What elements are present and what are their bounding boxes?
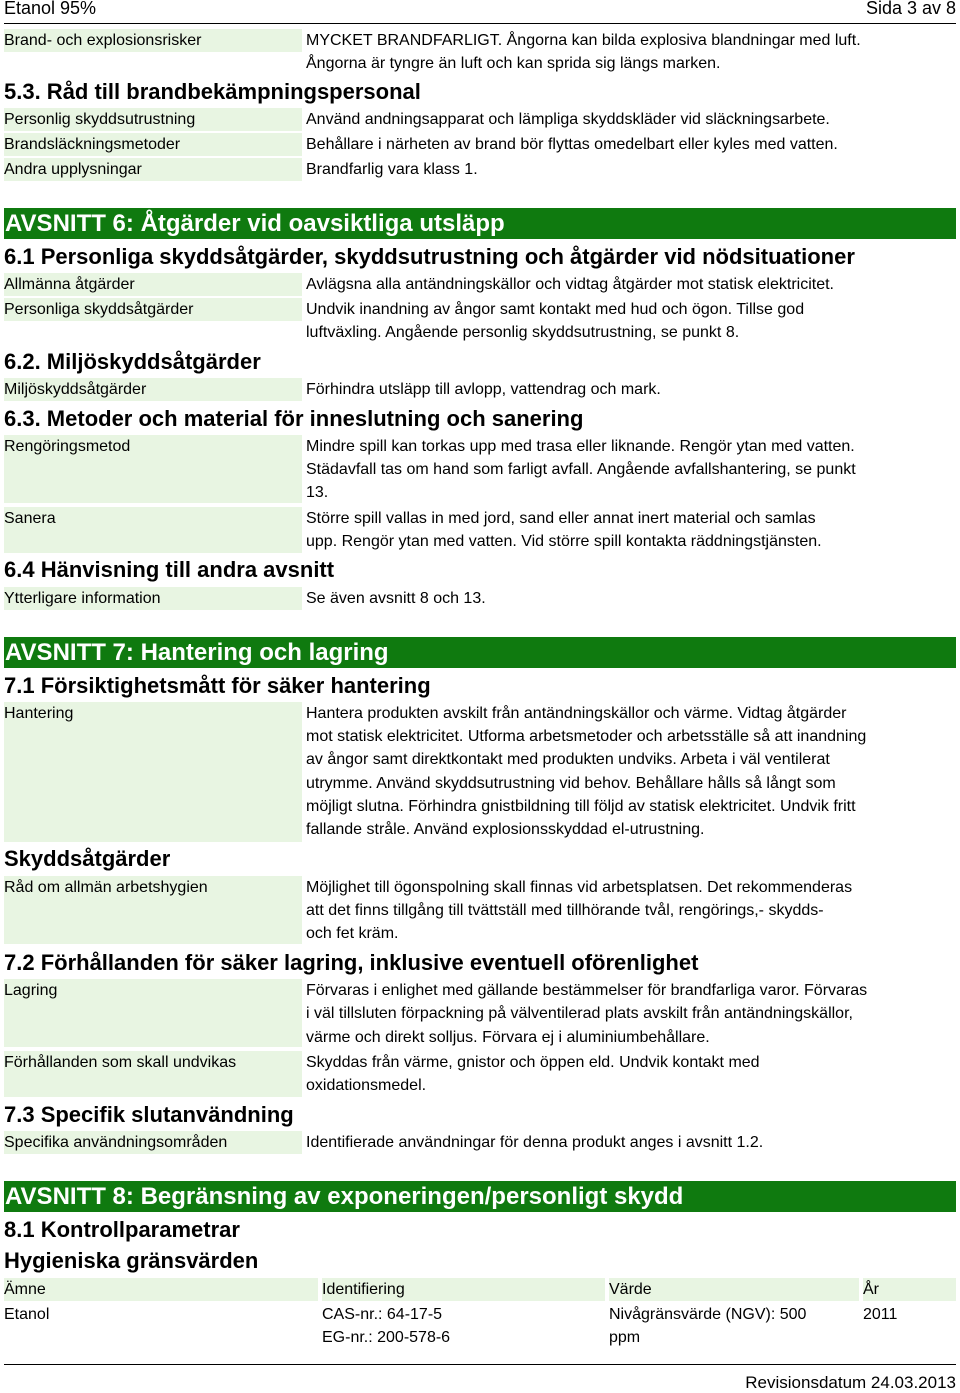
value-extinguishing-methods: Behållare i närheten av brand bör flyttas omedelbart eller kyles med vatten. bbox=[306, 136, 838, 153]
subheading-6-3: 6.3. Metoder och material för inneslutning och sanering bbox=[4, 406, 584, 431]
value-personal-measures-line2: luftväxling. Angående personlig skyddsutrustning, se punkt 8. bbox=[306, 324, 740, 341]
document-title: Etanol 95% bbox=[4, 0, 97, 18]
label-cleaning-method: Rengöringsmetod bbox=[4, 435, 302, 503]
section-6-heading: AVSNITT 6: Åtgärder vid oavsiktliga utsläpp bbox=[4, 208, 956, 239]
value-hygiene-line2: att det finns tillgång till tvättställ med tillhörande tvål, rengörings,- skydds- bbox=[306, 902, 824, 919]
table-cell-value-line2: ppm bbox=[609, 1329, 641, 1346]
revision-date: Revisionsdatum 24.03.2013 bbox=[745, 1373, 956, 1392]
value-hygiene-line3: och fet kräm. bbox=[306, 925, 399, 942]
label-storage: Lagring bbox=[4, 979, 302, 1047]
section-7-heading: AVSNITT 7: Hantering och lagring bbox=[4, 637, 956, 668]
protective-measures-heading: Skyddsåtgärder bbox=[4, 846, 171, 871]
label-handling: Hantering bbox=[4, 702, 302, 842]
value-handling-line6: fallande stråle. Använd explosionsskyddad el-utrustning. bbox=[306, 821, 705, 838]
value-brand-explosion-line1: MYCKET BRANDFARLIGT. Ångorna kan bilda explosiva blandningar med luft. bbox=[306, 32, 861, 49]
page-number: Sida 3 av 8 bbox=[865, 0, 956, 18]
footer-rule bbox=[4, 1364, 956, 1365]
table-cell-year: 2011 bbox=[863, 1306, 898, 1323]
value-avoid-line2: oxidationsmedel. bbox=[306, 1077, 427, 1094]
value-cleaning-line1: Mindre spill kan torkas upp med trasa eller liknande. Rengör ytan med vatten. bbox=[306, 438, 855, 455]
value-avoid-line1: Skyddas från värme, gnistor och öppen eld. Undvik kontakt med bbox=[306, 1054, 760, 1071]
table-cell-value-line1: Nivågränsvärde (NGV): 500 bbox=[609, 1306, 807, 1323]
table-header-substance: Ämne bbox=[4, 1278, 318, 1301]
value-handling-line3: av ångor samt direktkontakt med produkten undviks. Arbeta i väl ventilerat bbox=[306, 751, 830, 768]
subheading-6-4: 6.4 Hänvisning till andra avsnitt bbox=[4, 557, 335, 582]
subheading-6-1: 6.1 Personliga skyddsåtgärder, skyddsutrustning och åtgärder vid nödsituationer bbox=[4, 244, 855, 269]
value-hygiene-line1: Möjlighet till ögonspolning skall finnas vid arbetsplatsen. Det rekommenderas bbox=[306, 879, 853, 896]
value-other-info: Brandfarlig vara klass 1. bbox=[306, 161, 478, 178]
value-environmental: Förhindra utsläpp till avlopp, vattendrag och mark. bbox=[306, 381, 661, 398]
value-sanera-line1: Större spill vallas in med jord, sand eller annat inert material och samlas bbox=[306, 510, 816, 527]
table-header-year: År bbox=[863, 1278, 956, 1301]
label-brand-explosion: Brand- och explosionsrisker bbox=[4, 29, 302, 52]
section-8-heading: AVSNITT 8: Begränsning av exponeringen/personligt skydd bbox=[4, 1181, 956, 1212]
value-handling-line1: Hantera produkten avskilt från antändningskällor och värme. Vidtag åtgärder bbox=[306, 705, 847, 722]
subheading-8-1: 8.1 Kontrollparametrar bbox=[4, 1217, 240, 1242]
value-handling-line2: mot statisk elektricitet. Utforma arbetsmetoder och arbetsställe så att inandning bbox=[306, 728, 867, 745]
value-cleaning-line2: Städavfall tas om hand som farligt avfall. Angående avfallshantering, se punkt bbox=[306, 461, 856, 478]
header-rule bbox=[4, 23, 956, 24]
value-storage-line2: i väl tillsluten förpackning på välventilerad plats avskilt från antändningskällor, bbox=[306, 1005, 853, 1022]
table-header-identification: Identifiering bbox=[322, 1278, 605, 1301]
table-header-value: Värde bbox=[609, 1278, 859, 1301]
value-general-measures: Avlägsna alla antändningskällor och vidtag åtgärder mot statisk elektricitet. bbox=[306, 276, 834, 293]
label-personal-measures: Personliga skyddsåtgärder bbox=[4, 298, 302, 321]
value-personal-measures-line1: Undvik inandning av ångor samt kontakt med hud och ögon. Tillse god bbox=[306, 301, 805, 318]
value-specific-uses: Identifierade användningar för denna produkt anges i avsnitt 1.2. bbox=[306, 1134, 764, 1151]
subheading-hygiene-limits: Hygieniska gränsvärden bbox=[4, 1248, 259, 1273]
subheading-6-2: 6.2. Miljöskyddsåtgärder bbox=[4, 349, 261, 374]
table-cell-id-cas: CAS-nr.: 64-17-5 bbox=[322, 1306, 443, 1323]
label-extinguishing-methods: Brandsläckningsmetoder bbox=[4, 133, 302, 156]
table-cell-substance: Etanol bbox=[4, 1306, 50, 1323]
label-sanera: Sanera bbox=[4, 507, 302, 553]
label-work-hygiene: Råd om allmän arbetshygien bbox=[4, 876, 302, 944]
label-protective-equipment: Personlig skyddsutrustning bbox=[4, 108, 302, 131]
subheading-5-3: 5.3. Råd till brandbekämpningspersonal bbox=[4, 79, 421, 104]
label-conditions-to-avoid: Förhållanden som skall undvikas bbox=[4, 1051, 302, 1097]
value-brand-explosion-line2: Ångorna är tyngre än luft och kan sprida sig längs marken. bbox=[306, 55, 721, 72]
label-more-information: Ytterligare information bbox=[4, 587, 302, 610]
value-storage-line3: värme och direkt solljus. Förvara ej i aluminiumbehållare. bbox=[306, 1029, 710, 1046]
table-cell-id-eg: EG-nr.: 200-578-6 bbox=[322, 1329, 451, 1346]
value-storage-line1: Förvaras i enlighet med gällande bestämmelser för brandfarliga varor. Förvaras bbox=[306, 982, 868, 999]
label-other-info: Andra upplysningar bbox=[4, 158, 302, 181]
label-general-measures: Allmänna åtgärder bbox=[4, 273, 302, 296]
value-sanera-line2: upp. Rengör ytan med vatten. Vid större spill kontakta räddningstjänsten. bbox=[306, 533, 822, 550]
value-more-information: Se även avsnitt 8 och 13. bbox=[306, 590, 486, 607]
subheading-7-1: 7.1 Försiktighetsmått för säker hantering bbox=[4, 673, 431, 698]
value-cleaning-line3: 13. bbox=[306, 484, 329, 501]
subheading-7-3: 7.3 Specifik slutanvändning bbox=[4, 1102, 294, 1127]
value-protective-equipment: Använd andningsapparat och lämpliga skyddskläder vid släckningsarbete. bbox=[306, 111, 830, 128]
subheading-7-2: 7.2 Förhållanden för säker lagring, inklusive eventuell oförenlighet bbox=[4, 950, 699, 975]
value-handling-line5: möjligt slutna. Förhindra gnistbildning till följd av statisk elektricitet. Undvik fritt bbox=[306, 798, 856, 815]
label-specific-uses: Specifika användningsområden bbox=[4, 1131, 302, 1154]
value-handling-line4: utrymme. Använd skyddsutrustning vid behov. Behållare hålls så långt som bbox=[306, 775, 836, 792]
label-environmental: Miljöskyddsåtgärder bbox=[4, 378, 302, 401]
